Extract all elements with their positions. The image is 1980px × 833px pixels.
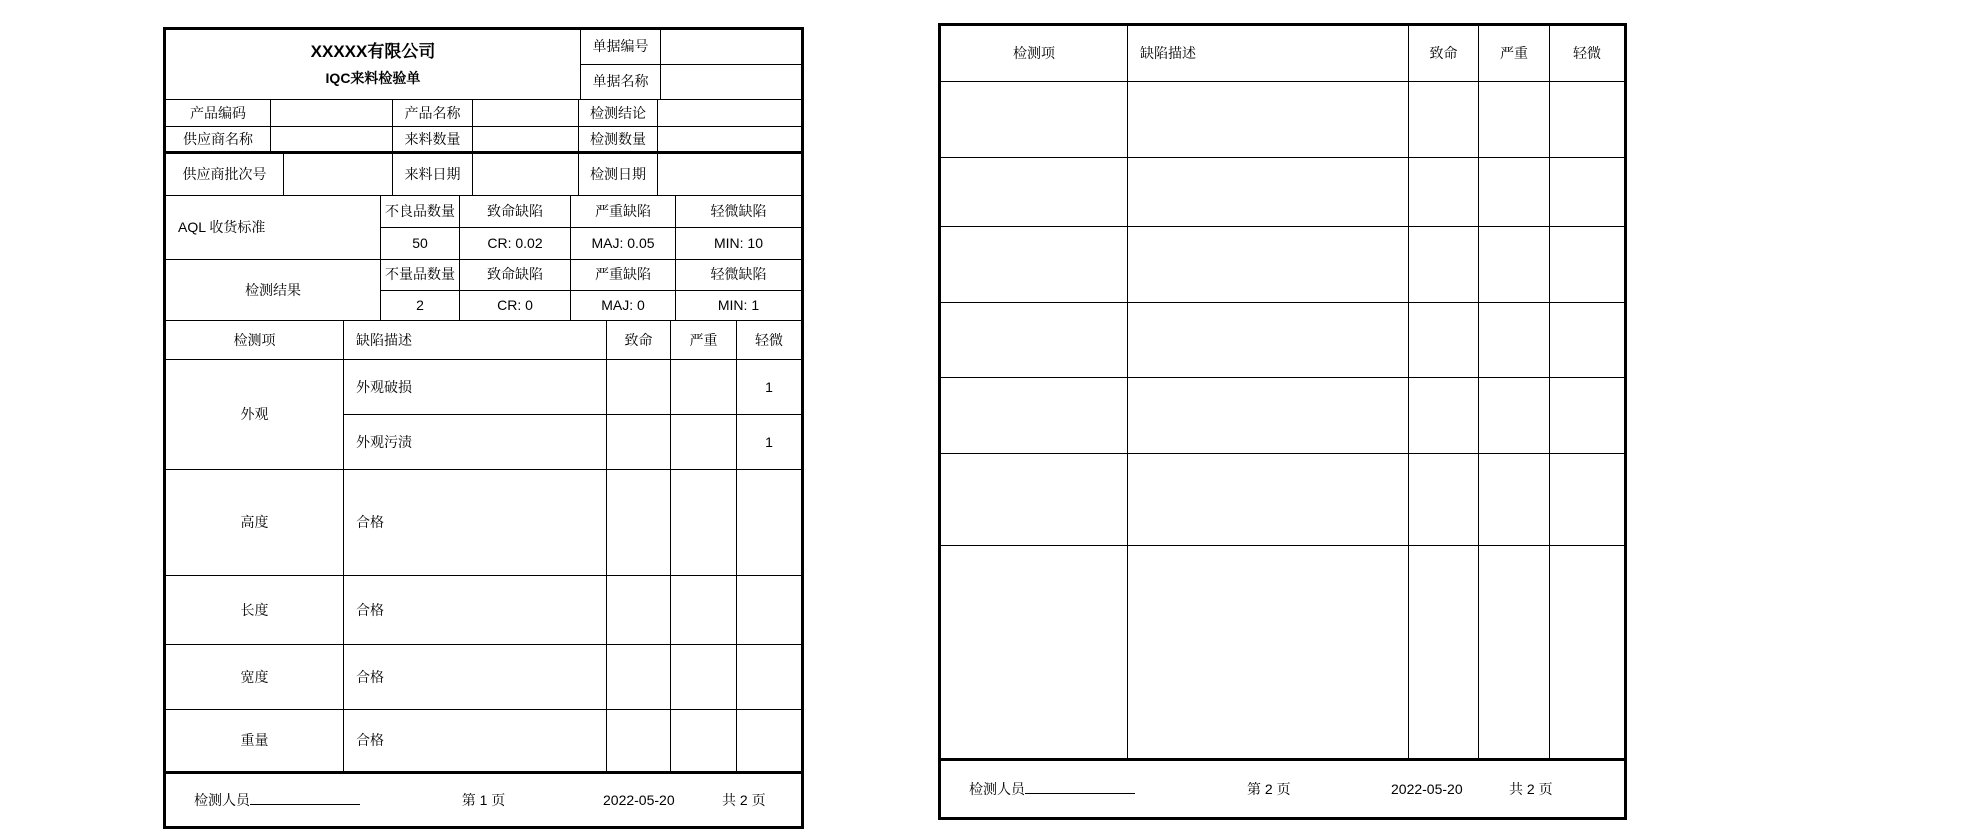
aql-standard-block xyxy=(166,196,801,260)
product-name-label: 产品名称 xyxy=(393,100,473,126)
empty-detail-row xyxy=(941,303,1624,378)
critical-count xyxy=(607,645,671,709)
col-header-item: 检测项 xyxy=(941,26,1128,81)
empty-detail-row xyxy=(941,82,1624,158)
minor-count: 1 xyxy=(765,378,773,395)
detail-row-length xyxy=(166,576,801,645)
page-footer xyxy=(941,758,1624,817)
incoming-qty-label: 来料数量 xyxy=(393,127,473,151)
empty-detail-row xyxy=(941,454,1624,546)
batch-info-row xyxy=(166,154,801,196)
detail-row-appearance xyxy=(166,360,801,470)
supplier-info-row xyxy=(166,127,801,154)
inspection-result-block xyxy=(166,260,801,321)
incoming-qty-value xyxy=(473,127,579,151)
empty-detail-row xyxy=(941,158,1624,227)
result-critical-header: 致命缺陷 xyxy=(460,260,571,290)
major-count xyxy=(671,645,737,709)
inspector-label: 检测人员 xyxy=(194,792,250,808)
aql-defect-qty-value: 50 xyxy=(381,228,460,259)
result-conclusion-label: 检测结论 xyxy=(579,100,658,126)
inspector-signature xyxy=(194,790,360,810)
signature-line xyxy=(1025,779,1135,794)
total-pages: 共 2 页 xyxy=(1509,781,1553,797)
form-header-row xyxy=(166,30,801,100)
incoming-date-label: 来料日期 xyxy=(393,154,473,195)
doc-name-value xyxy=(661,65,801,100)
major-count xyxy=(671,360,737,414)
aql-major-header: 严重缺陷 xyxy=(571,196,676,227)
result-defect-qty-header: 不量品数量 xyxy=(381,260,460,290)
aql-minor-header: 轻微缺陷 xyxy=(710,203,767,220)
inspector-label: 检测人员 xyxy=(969,781,1025,797)
result-major-header: 严重缺陷 xyxy=(571,260,676,290)
defect-desc: 合格 xyxy=(344,576,607,644)
minor-count xyxy=(737,710,801,771)
form-title: IQC来料检验单 xyxy=(325,69,421,86)
detail-item-name: 长度 xyxy=(166,576,344,644)
supplier-name-value xyxy=(271,127,393,151)
doc-info-block xyxy=(581,30,801,99)
page-number: 第 2 页 xyxy=(1247,781,1291,797)
inspection-result-label: 检测结果 xyxy=(166,260,381,320)
col-header-item: 检测项 xyxy=(166,321,344,359)
defect-desc: 合格 xyxy=(344,710,607,771)
aql-standard-label: AQL 收货标准 xyxy=(166,196,381,259)
detail-row-height xyxy=(166,470,801,576)
title-cell xyxy=(166,30,581,99)
defect-desc: 合格 xyxy=(344,645,607,709)
defect-desc: 外观破损 xyxy=(344,360,607,414)
aql-critical-value: CR: 0.02 xyxy=(460,228,571,259)
footer-date: 2022-05-20 xyxy=(1391,781,1463,797)
detail-row-width xyxy=(166,645,801,710)
incoming-date-value xyxy=(473,154,579,195)
critical-count xyxy=(607,470,671,575)
footer-date: 2022-05-20 xyxy=(603,792,675,808)
product-info-row xyxy=(166,100,801,127)
inspect-qty-value xyxy=(658,127,801,151)
result-conclusion-value xyxy=(658,100,801,126)
doc-number-value xyxy=(661,30,801,64)
detail-table-header xyxy=(166,321,801,360)
empty-detail-row xyxy=(941,378,1624,454)
supplier-name-label: 供应商名称 xyxy=(166,127,271,151)
inspection-form-page-2 xyxy=(938,23,1627,820)
aql-defect-qty-header: 不良品数量 xyxy=(381,196,460,227)
detail-item-name: 高度 xyxy=(166,470,344,575)
aql-critical-header: 致命缺陷 xyxy=(460,196,571,227)
total-pages: 共 2 页 xyxy=(722,792,766,808)
product-code-label: 产品编码 xyxy=(166,100,271,126)
aql-minor-value: MIN: 10 xyxy=(713,235,763,252)
detail-item-name: 宽度 xyxy=(166,645,344,709)
inspector-signature xyxy=(969,779,1135,799)
col-header-major: 严重 xyxy=(671,321,737,359)
minor-count xyxy=(737,576,801,644)
defect-desc: 外观污渍 xyxy=(344,415,607,469)
major-count xyxy=(671,576,737,644)
aql-major-value: MAJ: 0.05 xyxy=(571,228,676,259)
result-minor-value: MIN: 1 xyxy=(717,296,760,313)
detail-table-header xyxy=(941,26,1624,82)
page-number: 第 1 页 xyxy=(461,792,506,808)
doc-name-label: 单据名称 xyxy=(581,65,661,100)
doc-number-label: 单据编号 xyxy=(581,30,661,64)
major-count xyxy=(671,415,737,469)
inspection-form-page-1 xyxy=(163,27,804,829)
inspect-qty-label: 检测数量 xyxy=(579,127,658,151)
product-name-value xyxy=(473,100,579,126)
critical-count xyxy=(607,576,671,644)
major-count xyxy=(671,470,737,575)
supplier-batch-label: 供应商批次号 xyxy=(166,154,284,195)
result-defect-qty-value: 2 xyxy=(381,291,460,321)
critical-count xyxy=(607,360,671,414)
minor-count: 1 xyxy=(765,433,773,450)
result-critical-value: CR: 0 xyxy=(460,291,571,321)
inspect-date-label: 检测日期 xyxy=(579,154,658,195)
result-minor-header: 轻微缺陷 xyxy=(710,266,767,283)
supplier-batch-value xyxy=(284,154,393,195)
col-header-critical: 致命 xyxy=(607,321,671,359)
product-code-value xyxy=(271,100,393,126)
signature-line xyxy=(250,790,360,805)
col-header-critical: 致命 xyxy=(1409,26,1479,81)
minor-count xyxy=(737,470,801,575)
detail-row-weight xyxy=(166,710,801,771)
minor-count xyxy=(737,645,801,709)
inspect-date-value xyxy=(658,154,801,195)
detail-item-name: 外观 xyxy=(166,360,344,469)
col-header-desc: 缺陷描述 xyxy=(344,321,607,359)
col-header-minor: 轻微 xyxy=(755,331,783,348)
major-count xyxy=(671,710,737,771)
result-major-value: MAJ: 0 xyxy=(571,291,676,321)
col-header-desc: 缺陷描述 xyxy=(1128,26,1409,81)
critical-count xyxy=(607,710,671,771)
col-header-major: 严重 xyxy=(1479,26,1550,81)
page-footer xyxy=(166,771,801,826)
col-header-minor: 轻微 xyxy=(1573,45,1601,62)
detail-item-name: 重量 xyxy=(166,710,344,771)
empty-detail-row xyxy=(941,227,1624,303)
company-name: XXXXX有限公司 xyxy=(310,42,436,62)
empty-detail-row xyxy=(941,546,1624,758)
defect-desc: 合格 xyxy=(344,470,607,575)
critical-count xyxy=(607,415,671,469)
